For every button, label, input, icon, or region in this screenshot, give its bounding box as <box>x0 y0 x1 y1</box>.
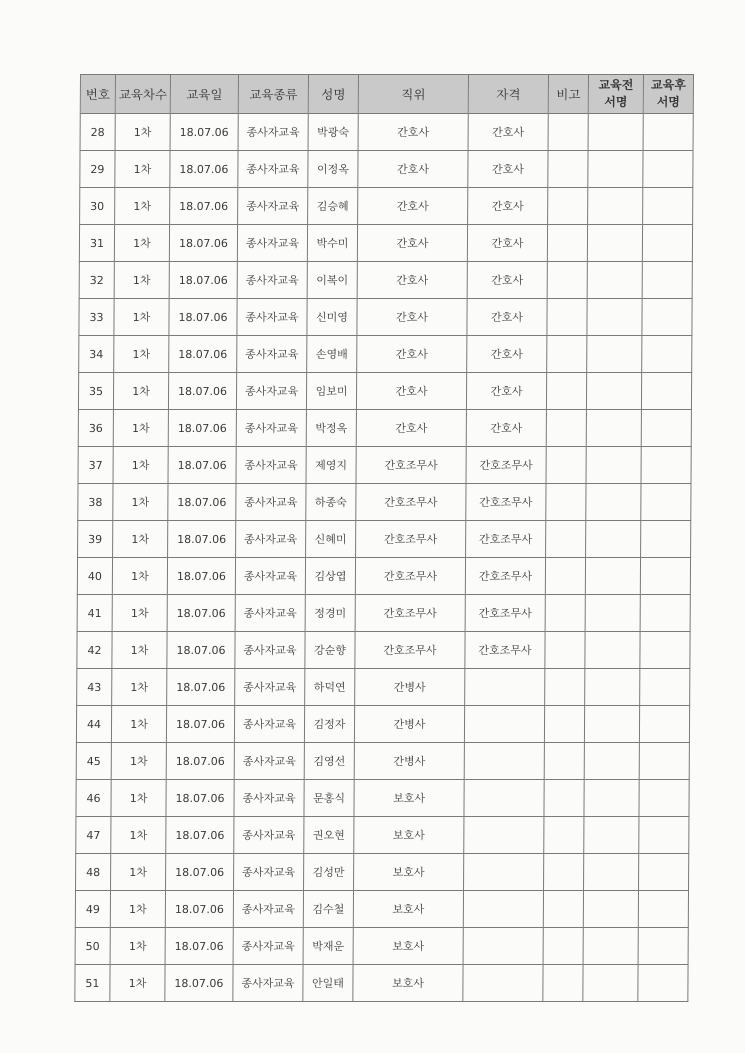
cell-session: 1차 <box>111 780 166 817</box>
cell-post-sign[interactable] <box>640 632 690 669</box>
cell-type: 종사자교육 <box>233 891 303 928</box>
cell-position: 간호사 <box>356 410 466 447</box>
cell-type: 종사자교육 <box>238 114 308 151</box>
cell-qualification: 간호조무사 <box>465 595 545 632</box>
table-row <box>75 965 688 1002</box>
header-name: 성명 <box>308 75 358 114</box>
cell-type: 종사자교육 <box>235 669 305 706</box>
cell-session: 1차 <box>110 965 165 1002</box>
table-row <box>77 632 690 669</box>
cell-name: 정경미 <box>305 595 355 632</box>
cell-note[interactable] <box>545 632 585 669</box>
cell-position: 간호사 <box>358 114 468 151</box>
cell-qualification: 간호사 <box>468 151 548 188</box>
cell-qualification: 간호사 <box>466 373 546 410</box>
cell-no: 44 <box>76 706 111 743</box>
cell-note[interactable] <box>546 447 586 484</box>
cell-post-sign[interactable] <box>642 225 692 262</box>
cell-date: 18.07.06 <box>167 595 235 632</box>
cell-no: 32 <box>79 262 114 299</box>
cell-position: 간호사 <box>357 225 467 262</box>
cell-qualification: 간호조무사 <box>465 632 545 669</box>
cell-qualification <box>464 854 544 891</box>
cell-session: 1차 <box>111 743 166 780</box>
cell-pre-sign[interactable] <box>584 743 639 780</box>
cell-post-sign[interactable] <box>641 484 691 521</box>
cell-qualification <box>464 817 544 854</box>
table-row <box>78 521 691 558</box>
cell-qualification <box>463 928 543 965</box>
cell-session: 1차 <box>112 558 167 595</box>
cell-pre-sign[interactable] <box>584 817 639 854</box>
header-post-sign <box>643 75 693 114</box>
cell-session: 1차 <box>115 188 170 225</box>
cell-qualification: 간호사 <box>466 410 546 447</box>
cell-name: 박수미 <box>307 225 357 262</box>
cell-position: 간호사 <box>358 151 468 188</box>
cell-no: 40 <box>77 558 112 595</box>
cell-pre-sign[interactable] <box>588 114 643 151</box>
table-row <box>80 114 693 151</box>
cell-name: 제영지 <box>306 447 356 484</box>
cell-date: 18.07.06 <box>166 743 234 780</box>
cell-qualification: 간호사 <box>467 262 547 299</box>
cell-no: 43 <box>77 669 112 706</box>
cell-position: 간병사 <box>355 669 465 706</box>
cell-name: 신혜미 <box>306 521 356 558</box>
cell-pre-sign[interactable] <box>583 928 638 965</box>
cell-date: 18.07.06 <box>167 558 235 595</box>
attendance-table <box>74 74 694 1002</box>
cell-name: 문홍식 <box>304 780 354 817</box>
cell-qualification: 간호조무사 <box>466 447 546 484</box>
table-row <box>79 299 692 336</box>
cell-pre-sign[interactable] <box>586 484 641 521</box>
cell-session: 1차 <box>112 595 167 632</box>
cell-date: 18.07.06 <box>168 410 236 447</box>
cell-post-sign[interactable] <box>641 521 691 558</box>
cell-position: 보호사 <box>354 854 464 891</box>
header-session: 교육차수 <box>115 75 170 114</box>
cell-session: 1차 <box>115 114 170 151</box>
cell-no: 29 <box>80 151 115 188</box>
cell-name: 강순향 <box>305 632 355 669</box>
cell-position: 간병사 <box>354 743 464 780</box>
cell-pre-sign[interactable] <box>584 854 639 891</box>
table-row <box>76 706 689 743</box>
cell-date: 18.07.06 <box>170 151 238 188</box>
cell-note[interactable] <box>548 114 588 151</box>
cell-no: 30 <box>80 188 115 225</box>
cell-qualification: 간호사 <box>467 299 547 336</box>
cell-note[interactable] <box>543 965 583 1002</box>
cell-date: 18.07.06 <box>169 299 237 336</box>
cell-type: 종사자교육 <box>236 373 306 410</box>
cell-session: 1차 <box>114 262 169 299</box>
cell-no: 47 <box>76 817 111 854</box>
cell-note[interactable] <box>546 484 586 521</box>
cell-no: 51 <box>75 965 110 1002</box>
cell-session: 1차 <box>113 373 168 410</box>
cell-position: 간병사 <box>354 706 464 743</box>
cell-type: 종사자교육 <box>234 817 304 854</box>
header-type: 교육종류 <box>238 75 308 114</box>
cell-note[interactable] <box>544 780 584 817</box>
cell-position: 보호사 <box>353 891 463 928</box>
cell-pre-sign[interactable] <box>585 632 640 669</box>
header-pre-sign-line1: 교육전 <box>598 78 634 92</box>
cell-name: 김정자 <box>304 706 354 743</box>
cell-date: 18.07.06 <box>165 928 233 965</box>
cell-no: 46 <box>76 780 111 817</box>
cell-type: 종사자교육 <box>236 521 306 558</box>
cell-note[interactable] <box>544 706 584 743</box>
cell-date: 18.07.06 <box>166 854 234 891</box>
cell-note[interactable] <box>545 558 585 595</box>
table-row <box>79 262 692 299</box>
cell-session: 1차 <box>111 817 166 854</box>
cell-name: 권오현 <box>304 817 354 854</box>
cell-pre-sign[interactable] <box>583 965 638 1002</box>
table-row <box>76 780 689 817</box>
cell-qualification <box>464 706 544 743</box>
cell-pre-sign[interactable] <box>584 706 639 743</box>
cell-pre-sign[interactable] <box>585 558 640 595</box>
cell-post-sign[interactable] <box>640 558 690 595</box>
cell-date: 18.07.06 <box>170 188 238 225</box>
cell-note[interactable] <box>547 299 587 336</box>
cell-position: 간호조무사 <box>356 521 466 558</box>
cell-post-sign[interactable] <box>639 706 689 743</box>
cell-name: 김영선 <box>304 743 354 780</box>
cell-no: 41 <box>77 595 112 632</box>
cell-note[interactable] <box>543 891 583 928</box>
cell-pre-sign[interactable] <box>587 262 642 299</box>
cell-position: 보호사 <box>354 817 464 854</box>
cell-session: 1차 <box>111 854 166 891</box>
cell-session: 1차 <box>112 632 167 669</box>
header-post-sign-line2: 서명 <box>656 95 680 109</box>
cell-post-sign[interactable] <box>642 262 692 299</box>
cell-date: 18.07.06 <box>168 484 236 521</box>
cell-position: 보호사 <box>353 965 463 1002</box>
cell-position: 간호조무사 <box>355 595 465 632</box>
cell-post-sign[interactable] <box>641 447 691 484</box>
table-header <box>80 75 693 114</box>
header-no: 번호 <box>80 75 115 114</box>
table-row <box>76 854 689 891</box>
header-post-sign-line1: 교육후 <box>650 78 686 92</box>
cell-note[interactable] <box>548 188 588 225</box>
cell-type: 종사자교육 <box>236 484 306 521</box>
cell-no: 38 <box>78 484 113 521</box>
cell-pre-sign[interactable] <box>586 521 641 558</box>
cell-type: 종사자교육 <box>238 151 308 188</box>
cell-name: 안일태 <box>303 965 353 1002</box>
cell-type: 종사자교육 <box>233 965 303 1002</box>
cell-note[interactable] <box>547 336 587 373</box>
cell-date: 18.07.06 <box>166 780 234 817</box>
cell-no: 42 <box>77 632 112 669</box>
header-date: 교육일 <box>170 75 238 114</box>
cell-no: 45 <box>76 743 111 780</box>
cell-pre-sign[interactable] <box>587 336 642 373</box>
cell-no: 48 <box>76 854 111 891</box>
cell-session: 1차 <box>113 410 168 447</box>
table-row <box>75 891 688 928</box>
cell-date: 18.07.06 <box>165 965 233 1002</box>
cell-date: 18.07.06 <box>168 373 236 410</box>
cell-note[interactable] <box>544 817 584 854</box>
cell-post-sign[interactable] <box>638 891 688 928</box>
cell-session: 1차 <box>110 891 165 928</box>
cell-position: 간호사 <box>357 336 467 373</box>
cell-qualification <box>463 891 543 928</box>
cell-type: 종사자교육 <box>233 928 303 965</box>
header-note: 비고 <box>548 75 588 114</box>
cell-session: 1차 <box>114 336 169 373</box>
cell-qualification: 간호조무사 <box>465 558 545 595</box>
cell-pre-sign[interactable] <box>585 595 640 632</box>
cell-post-sign[interactable] <box>639 743 689 780</box>
cell-post-sign[interactable] <box>639 780 689 817</box>
cell-no: 35 <box>78 373 113 410</box>
cell-no: 37 <box>78 447 113 484</box>
cell-note[interactable] <box>543 928 583 965</box>
cell-note[interactable] <box>545 669 585 706</box>
cell-session: 1차 <box>113 484 168 521</box>
cell-position: 보호사 <box>354 780 464 817</box>
cell-note[interactable] <box>548 151 588 188</box>
cell-type: 종사자교육 <box>234 854 304 891</box>
cell-position: 간호사 <box>357 262 467 299</box>
cell-post-sign[interactable] <box>643 114 693 151</box>
cell-post-sign[interactable] <box>639 817 689 854</box>
cell-session: 1차 <box>112 669 167 706</box>
cell-pre-sign[interactable] <box>586 410 641 447</box>
cell-name: 박재운 <box>303 928 353 965</box>
cell-qualification: 간호사 <box>468 114 548 151</box>
table-row <box>80 151 693 188</box>
cell-position: 간호조무사 <box>355 632 465 669</box>
cell-session: 1차 <box>113 521 168 558</box>
cell-name: 이복이 <box>307 262 357 299</box>
cell-type: 종사자교육 <box>236 410 306 447</box>
cell-post-sign[interactable] <box>639 854 689 891</box>
cell-pre-sign[interactable] <box>586 447 641 484</box>
cell-note[interactable] <box>546 521 586 558</box>
table-row <box>78 410 691 447</box>
cell-post-sign[interactable] <box>638 965 688 1002</box>
cell-name: 임보미 <box>306 373 356 410</box>
table-row <box>78 447 691 484</box>
cell-pre-sign[interactable] <box>587 299 642 336</box>
cell-qualification <box>464 780 544 817</box>
cell-position: 간호사 <box>356 373 466 410</box>
cell-type: 종사자교육 <box>236 447 306 484</box>
cell-session: 1차 <box>110 928 165 965</box>
cell-name: 손영배 <box>307 336 357 373</box>
cell-session: 1차 <box>115 151 170 188</box>
cell-type: 종사자교육 <box>234 780 304 817</box>
cell-qualification <box>465 669 545 706</box>
cell-session: 1차 <box>111 706 166 743</box>
cell-qualification: 간호사 <box>467 336 547 373</box>
cell-date: 18.07.06 <box>169 336 237 373</box>
table-row <box>77 669 690 706</box>
table-row <box>75 928 688 965</box>
cell-pre-sign[interactable] <box>588 188 643 225</box>
cell-post-sign[interactable] <box>640 669 690 706</box>
cell-post-sign[interactable] <box>643 151 693 188</box>
cell-name: 하덕연 <box>305 669 355 706</box>
cell-pre-sign[interactable] <box>586 373 641 410</box>
cell-type: 종사자교육 <box>237 299 307 336</box>
cell-name: 김승혜 <box>308 188 358 225</box>
cell-type: 종사자교육 <box>238 188 308 225</box>
cell-note[interactable] <box>546 410 586 447</box>
cell-type: 종사자교육 <box>234 706 304 743</box>
cell-qualification: 간호조무사 <box>466 484 546 521</box>
cell-qualification <box>463 965 543 1002</box>
header-pre-sign-line2: 서명 <box>604 95 628 109</box>
cell-position: 간호사 <box>358 188 468 225</box>
cell-note[interactable] <box>544 743 584 780</box>
cell-position: 간호조무사 <box>356 447 466 484</box>
cell-no: 49 <box>75 891 110 928</box>
cell-note[interactable] <box>544 854 584 891</box>
cell-no: 36 <box>78 410 113 447</box>
cell-name: 하종숙 <box>306 484 356 521</box>
cell-position: 보호사 <box>353 928 463 965</box>
table-row <box>80 188 693 225</box>
header-pre-sign <box>588 75 643 114</box>
cell-note[interactable] <box>547 262 587 299</box>
cell-name: 박광숙 <box>308 114 358 151</box>
cell-name: 김상엽 <box>305 558 355 595</box>
cell-pre-sign[interactable] <box>588 151 643 188</box>
cell-qualification: 간호사 <box>467 225 547 262</box>
table-row <box>77 558 690 595</box>
table-row <box>79 225 692 262</box>
cell-post-sign[interactable] <box>642 299 692 336</box>
cell-pre-sign[interactable] <box>583 891 638 928</box>
cell-name: 김성만 <box>304 854 354 891</box>
cell-note[interactable] <box>547 225 587 262</box>
table-row <box>78 484 691 521</box>
cell-session: 1차 <box>114 225 169 262</box>
cell-date: 18.07.06 <box>167 632 235 669</box>
cell-no: 50 <box>75 928 110 965</box>
cell-type: 종사자교육 <box>237 336 307 373</box>
cell-type: 종사자교육 <box>235 632 305 669</box>
header-position: 직위 <box>358 75 468 114</box>
cell-post-sign[interactable] <box>640 595 690 632</box>
cell-post-sign[interactable] <box>642 336 692 373</box>
cell-post-sign[interactable] <box>641 373 691 410</box>
cell-type: 종사자교육 <box>235 595 305 632</box>
cell-date: 18.07.06 <box>170 114 238 151</box>
cell-session: 1차 <box>113 447 168 484</box>
cell-name: 박정옥 <box>306 410 356 447</box>
cell-note[interactable] <box>545 595 585 632</box>
cell-date: 18.07.06 <box>168 521 236 558</box>
cell-no: 33 <box>79 299 114 336</box>
cell-pre-sign[interactable] <box>585 669 640 706</box>
table-row <box>76 817 689 854</box>
cell-no: 39 <box>78 521 113 558</box>
cell-type: 종사자교육 <box>237 225 307 262</box>
table-row <box>79 336 692 373</box>
header-qualification: 자격 <box>468 75 548 114</box>
table-row <box>77 595 690 632</box>
cell-position: 간호사 <box>357 299 467 336</box>
cell-no: 31 <box>79 225 114 262</box>
cell-type: 종사자교육 <box>237 262 307 299</box>
cell-date: 18.07.06 <box>165 891 233 928</box>
cell-qualification: 간호사 <box>468 188 548 225</box>
cell-type: 종사자교육 <box>234 743 304 780</box>
cell-name: 김수철 <box>303 891 353 928</box>
table-row <box>78 373 691 410</box>
cell-pre-sign[interactable] <box>584 780 639 817</box>
cell-name: 신미영 <box>307 299 357 336</box>
cell-session: 1차 <box>114 299 169 336</box>
cell-post-sign[interactable] <box>643 188 693 225</box>
cell-date: 18.07.06 <box>169 262 237 299</box>
cell-post-sign[interactable] <box>641 410 691 447</box>
cell-qualification: 간호조무사 <box>466 521 546 558</box>
cell-date: 18.07.06 <box>166 817 234 854</box>
table-body <box>75 114 693 1002</box>
cell-no: 28 <box>80 114 115 151</box>
cell-date: 18.07.06 <box>167 669 235 706</box>
cell-date: 18.07.06 <box>169 225 237 262</box>
cell-name: 이정옥 <box>308 151 358 188</box>
cell-post-sign[interactable] <box>638 928 688 965</box>
cell-qualification <box>464 743 544 780</box>
cell-position: 간호조무사 <box>356 484 466 521</box>
cell-position: 간호조무사 <box>355 558 465 595</box>
cell-no: 34 <box>79 336 114 373</box>
table-row <box>76 743 689 780</box>
cell-type: 종사자교육 <box>235 558 305 595</box>
cell-note[interactable] <box>546 373 586 410</box>
cell-pre-sign[interactable] <box>587 225 642 262</box>
cell-date: 18.07.06 <box>166 706 234 743</box>
cell-date: 18.07.06 <box>168 447 236 484</box>
